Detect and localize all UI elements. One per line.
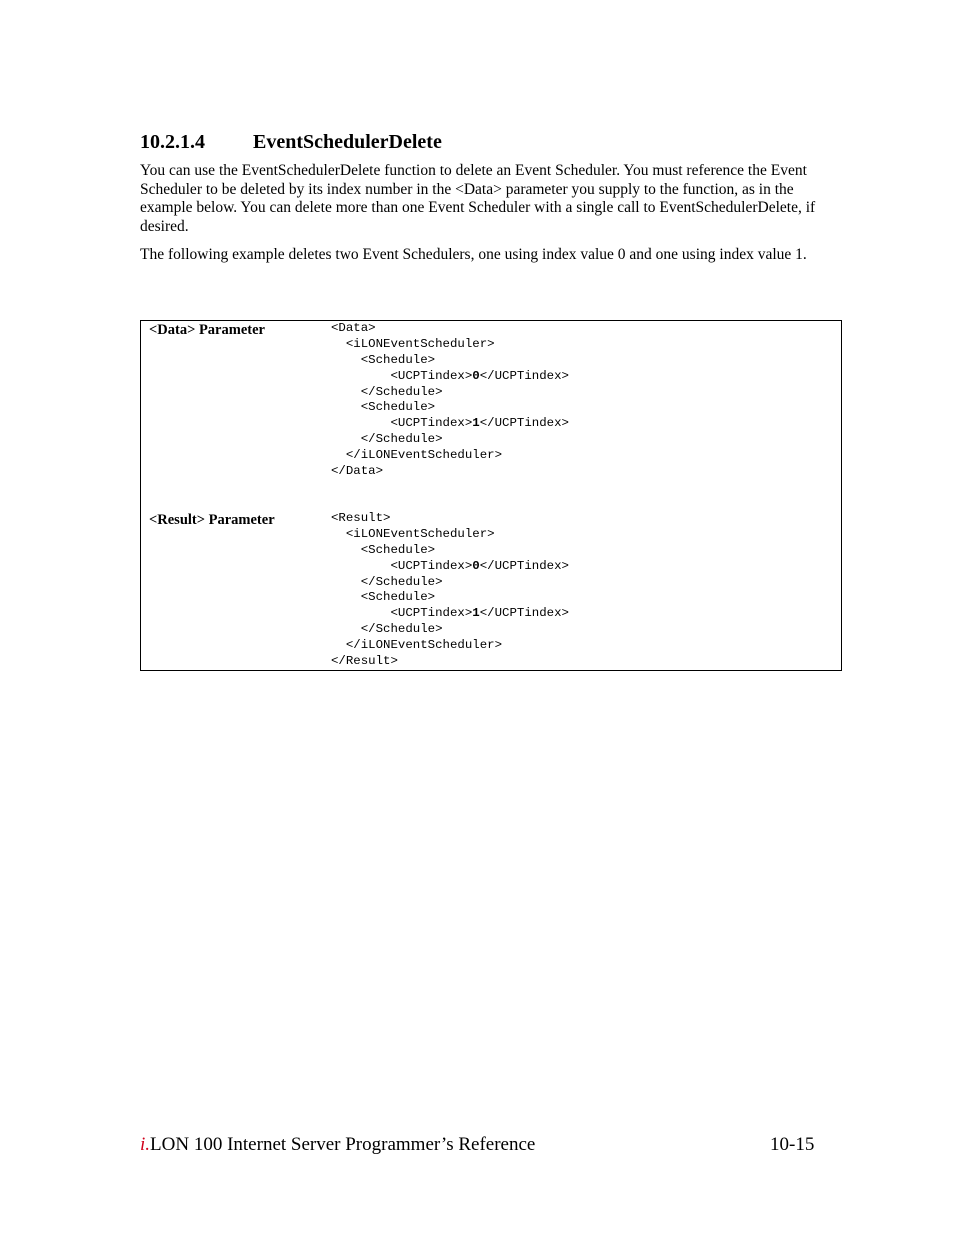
result-parameter-label: <Result> Parameter: [149, 512, 275, 528]
code-line: [331, 385, 569, 401]
section-title: EventSchedulerDelete: [253, 131, 442, 153]
code-text: </Schedule>: [331, 622, 443, 637]
code-text: </iLONEventScheduler>: [331, 448, 503, 463]
footer-brand-prefix: i.: [140, 1134, 151, 1155]
footer-title-text: LON 100 Internet Server Programmer’s Reference: [150, 1134, 536, 1155]
code-line: [331, 654, 569, 670]
code-text: <Schedule>: [331, 590, 436, 605]
code-line: [331, 622, 569, 638]
index-value: 1: [472, 416, 480, 431]
section-number: 10.2.1.4: [140, 131, 205, 153]
index-value: 1: [472, 606, 480, 621]
example-table: [140, 320, 842, 671]
code-line: [331, 543, 569, 559]
code-text: </Schedule>: [331, 574, 443, 589]
code-line: [331, 416, 569, 432]
code-line: [331, 432, 569, 448]
intro-paragraph: You can use the EventSchedulerDelete function to delete an Event Scheduler. You must reference the Event Scheduler to be deleted by its index number in the <Data> parameter you supply to the function, as in the example below. You can delete more than one Event Scheduler with a single call to EventSchedulerDelete, if desired.: [140, 162, 816, 235]
code-text: </UCPTindex>: [479, 368, 569, 383]
index-value: 0: [472, 368, 480, 383]
section-heading: [140, 131, 442, 154]
code-line: [331, 559, 569, 575]
code-text: </UCPTindex>: [479, 606, 569, 621]
code-text: <Schedule>: [331, 542, 436, 557]
code-text: <UCPTindex>: [331, 416, 473, 431]
code-text: </Schedule>: [331, 432, 443, 447]
result-parameter-code: [331, 511, 569, 670]
example-paragraph: The following example deletes two Event Schedulers, one using index value 0 and one using index value 1.: [140, 246, 807, 263]
code-line: [331, 321, 569, 337]
code-line: [331, 590, 569, 606]
code-line: [331, 606, 569, 622]
code-line: [331, 369, 569, 385]
code-text: </Data>: [331, 464, 384, 479]
code-text: <UCPTindex>: [331, 558, 473, 573]
code-line: [331, 638, 569, 654]
code-text: <iLONEventScheduler>: [331, 336, 495, 351]
code-text: <Schedule>: [331, 352, 436, 367]
code-line: [331, 337, 569, 353]
code-line: [331, 511, 569, 527]
code-line: [331, 464, 569, 480]
code-line: [331, 400, 569, 416]
code-text: <iLONEventScheduler>: [331, 526, 495, 541]
code-text: <Data>: [331, 321, 376, 335]
code-line: [331, 527, 569, 543]
code-line: [331, 448, 569, 464]
code-text: </UCPTindex>: [479, 558, 569, 573]
code-text: </UCPTindex>: [479, 416, 569, 431]
data-parameter-code: [331, 321, 569, 480]
data-parameter-label: <Data> Parameter: [149, 322, 265, 338]
code-text: </iLONEventScheduler>: [331, 638, 503, 653]
index-value: 0: [472, 558, 480, 573]
code-line: [331, 575, 569, 591]
footer-title: [140, 1134, 535, 1156]
code-text: <UCPTindex>: [331, 606, 473, 621]
page-number: 10-15: [770, 1134, 815, 1155]
code-text: </Schedule>: [331, 384, 443, 399]
code-text: <Result>: [331, 511, 391, 525]
code-text: </Result>: [331, 654, 398, 669]
code-text: <Schedule>: [331, 400, 436, 415]
code-line: [331, 353, 569, 369]
code-text: <UCPTindex>: [331, 368, 473, 383]
